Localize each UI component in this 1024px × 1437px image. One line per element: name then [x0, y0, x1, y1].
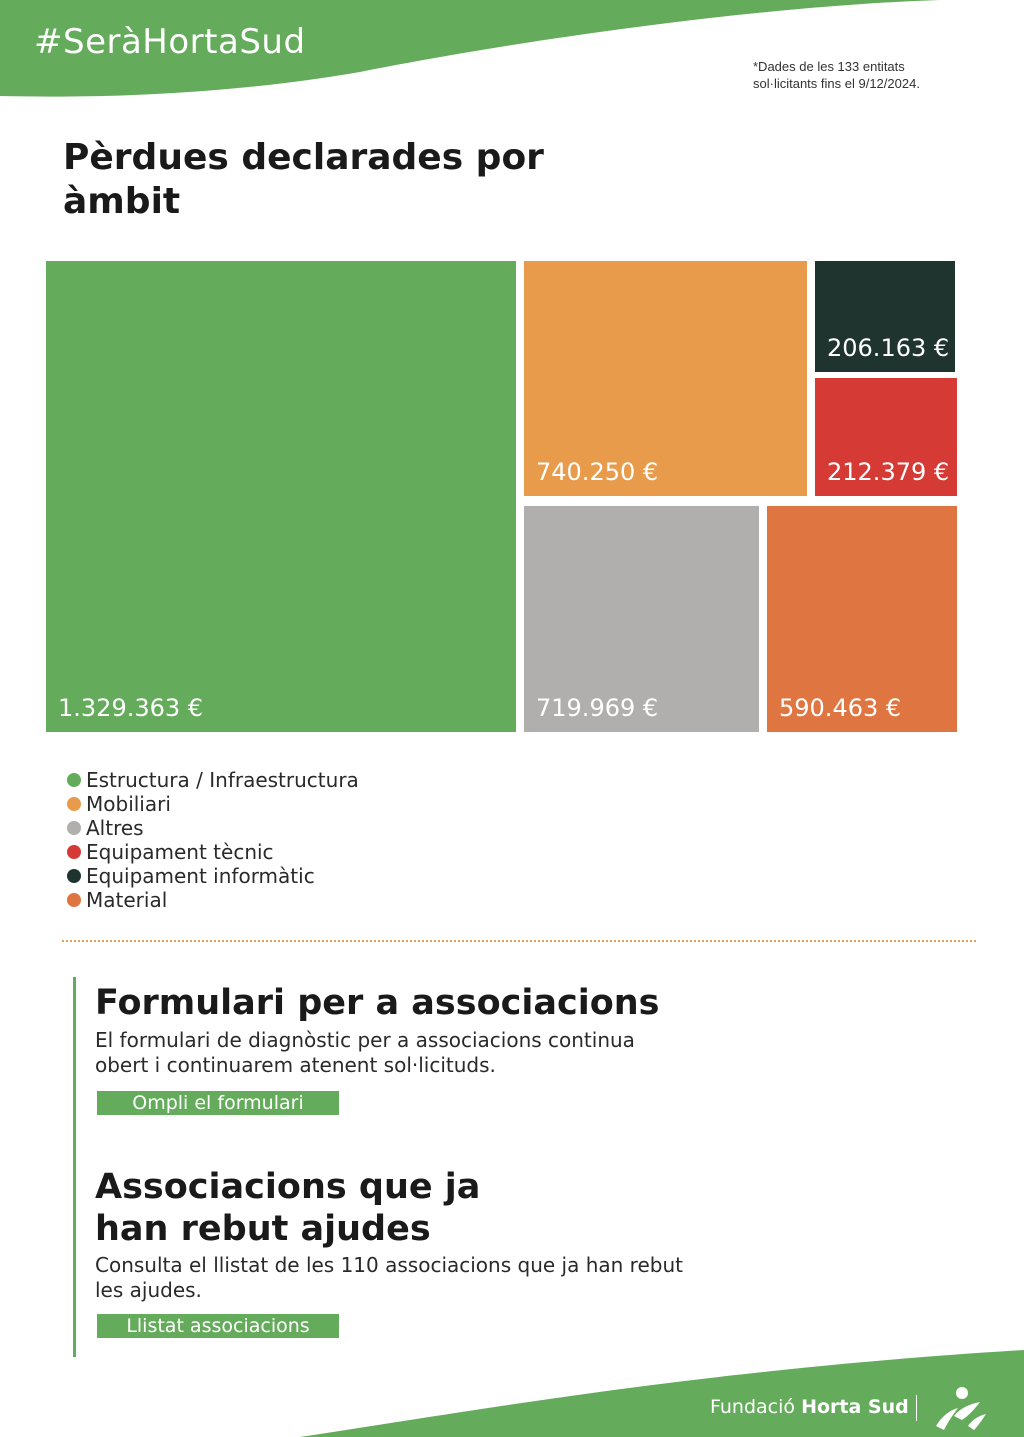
tile-equipament-informatic	[815, 261, 955, 372]
legend-label: Altres	[86, 816, 144, 840]
legend-item	[67, 792, 359, 816]
chart-title-line-2: àmbit	[63, 181, 181, 222]
legend-item	[67, 864, 359, 888]
tile-mobiliari	[524, 261, 807, 496]
footer-brand	[710, 1396, 909, 1418]
chart-title-line-1: Pèrdues declarades por	[63, 137, 544, 178]
legend-label: Equipament informàtic	[86, 864, 315, 888]
legend-label: Material	[86, 888, 168, 912]
aid-title-line-2: han rebut ajudes	[95, 1209, 431, 1249]
legend-dot-icon	[67, 869, 81, 883]
aid-body-line-2: les ajudes.	[95, 1278, 202, 1302]
form-section-body	[95, 1028, 695, 1078]
legend-label: Estructura / Infraestructura	[86, 768, 359, 792]
legend-label: Equipament tècnic	[86, 840, 274, 864]
legend-dot-icon	[67, 797, 81, 811]
tile-altres	[524, 506, 759, 732]
association-list-button[interactable]: Llistat associacions	[97, 1314, 339, 1338]
legend-dot-icon	[67, 893, 81, 907]
legend-item	[67, 768, 359, 792]
source-note	[753, 58, 983, 92]
fill-form-button[interactable]: Ompli el formulari	[97, 1091, 339, 1115]
aid-section-body	[95, 1253, 695, 1303]
legend-dot-icon	[67, 773, 81, 787]
chart-title	[63, 136, 583, 224]
form-body-line-1: El formulari de diagnòstic per a associacions continua	[95, 1028, 635, 1052]
tile-mobiliari-value-label: 740.250 €	[536, 458, 659, 486]
legend-label: Mobiliari	[86, 792, 171, 816]
form-body-line-2: obert i continuarem atenent sol·licituds.	[95, 1053, 496, 1077]
section-divider	[62, 940, 976, 942]
aid-body-line-1: Consulta el llistat de les 110 associacions que ja han rebut	[95, 1253, 683, 1277]
aid-title-line-1: Associacions que ja	[95, 1167, 481, 1207]
tile-material	[767, 506, 957, 732]
hashtag-title: #SeràHortaSud	[34, 22, 306, 62]
aid-section-title	[95, 1166, 480, 1250]
legend-dot-icon	[67, 845, 81, 859]
tile-equipament-tecnic-value-label: 212.379 €	[827, 458, 950, 486]
tile-equipament-informatic-value-label: 206.163 €	[827, 334, 950, 362]
legend-dot-icon	[67, 821, 81, 835]
tile-material-value-label: 590.463 €	[779, 694, 902, 722]
footer-wave	[0, 1350, 1024, 1437]
legend-item	[67, 888, 359, 912]
source-note-line-2: sol·licitants fins el 9/12/2024.	[753, 76, 920, 91]
fundacio-horta-sud-logo-icon	[928, 1386, 992, 1432]
tile-estructura-infraestructura-value-label: 1.329.363 €	[58, 694, 204, 722]
footer-brand-bold: Horta Sud	[801, 1396, 909, 1418]
legend-item	[67, 840, 359, 864]
tile-altres-value-label: 719.969 €	[536, 694, 659, 722]
sections-accent-bar	[73, 977, 76, 1357]
chart-legend	[67, 768, 359, 912]
form-section-title: Formulari per a associacions	[95, 983, 660, 1023]
legend-item	[67, 816, 359, 840]
tile-estructura-infraestructura	[46, 261, 516, 732]
footer-brand-light: Fundació	[710, 1396, 796, 1418]
tile-equipament-tecnic	[815, 378, 957, 496]
footer-separator	[916, 1395, 917, 1421]
source-note-line-1: *Dades de les 133 entitats	[753, 59, 905, 74]
